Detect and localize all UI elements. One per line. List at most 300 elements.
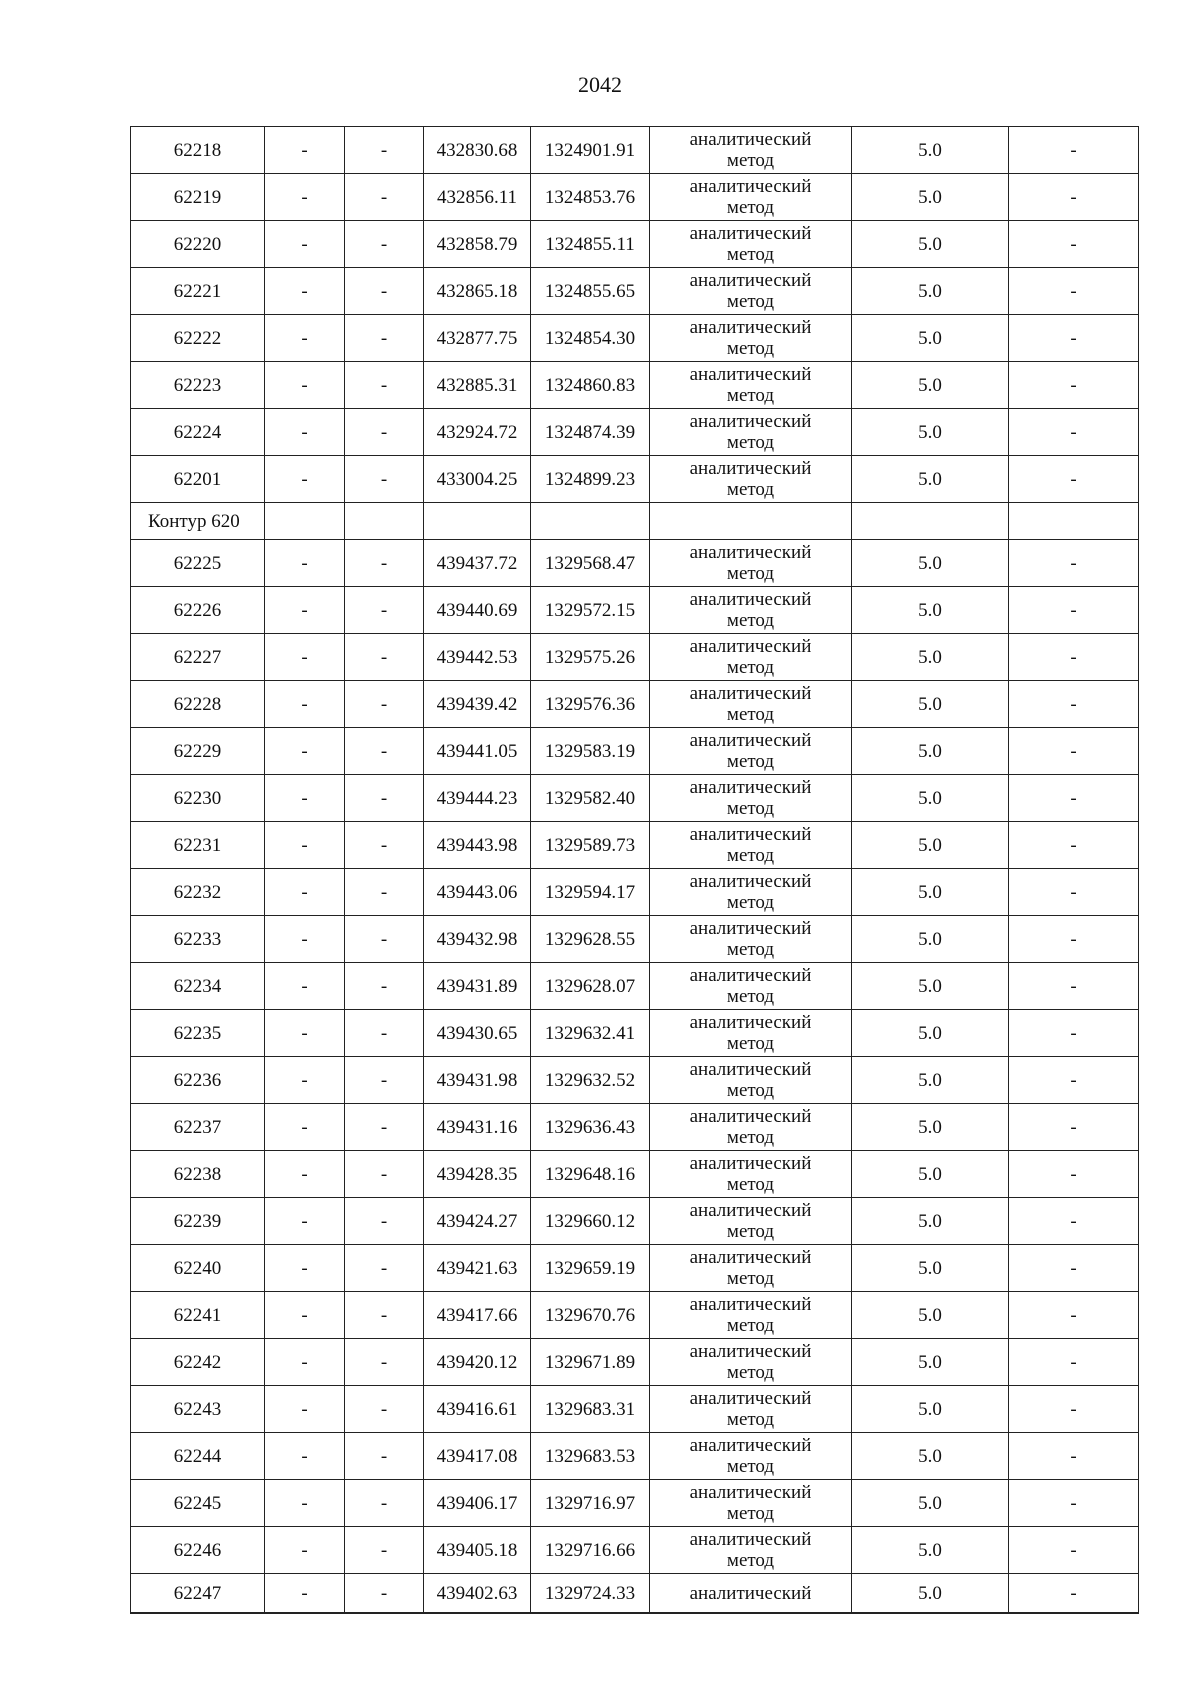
empty-dash-cell: - [1009,728,1139,775]
table-row [131,268,1139,315]
table-row [131,681,1139,728]
method-line-2: метод [726,479,775,500]
empty-dash-cell: - [265,1245,345,1292]
accuracy-cell: 5.0 [852,1010,1009,1057]
method-line-2: метод [726,1362,775,1383]
method-line-2: метод [726,1456,775,1477]
empty-dash-cell: - [1009,362,1139,409]
x-coordinate-cell: 439417.08 [424,1433,531,1480]
method-line-1: аналитический [689,176,812,197]
empty-dash-cell: - [265,1527,345,1574]
point-number-cell: 62231 [131,822,265,869]
table-row [131,1198,1139,1245]
y-coordinate-cell: 1324855.65 [531,268,650,315]
table-row [131,315,1139,362]
y-coordinate-cell: 1324854.30 [531,315,650,362]
accuracy-cell: 5.0 [852,1527,1009,1574]
point-number-cell: 62223 [131,362,265,409]
table-row [131,1151,1139,1198]
empty-dash-cell: - [265,315,345,362]
empty-dash-cell: - [1009,1057,1139,1104]
page-number: 2042 [578,72,622,97]
method-line-1: аналитический [689,223,812,244]
method-line-2: метод [726,845,775,866]
empty-dash-cell: - [1009,174,1139,221]
x-coordinate-cell: 439440.69 [424,587,531,634]
empty-dash-cell: - [345,587,424,634]
x-coordinate-cell: 432865.18 [424,268,531,315]
method-line-1: аналитический [689,542,812,563]
empty-dash-cell: - [345,681,424,728]
empty-dash-cell: - [265,174,345,221]
empty-dash-cell: - [265,1574,345,1614]
empty-dash-cell: - [265,1433,345,1480]
contour-empty-cell [265,503,345,540]
method-line-1: аналитический [689,1582,812,1604]
accuracy-cell: 5.0 [852,1292,1009,1339]
point-number-cell: 62222 [131,315,265,362]
empty-dash-cell: - [345,540,424,587]
point-number-cell: 62229 [131,728,265,775]
point-number-cell: 62237 [131,1104,265,1151]
table-row [131,587,1139,634]
accuracy-cell: 5.0 [852,916,1009,963]
empty-dash-cell: - [345,1574,424,1614]
method-line-2: метод [726,798,775,819]
y-coordinate-cell: 1329628.55 [531,916,650,963]
method-line-2: метод [726,1550,775,1571]
accuracy-cell: 5.0 [852,1574,1009,1614]
empty-dash-cell: - [345,916,424,963]
empty-dash-cell: - [345,1480,424,1527]
accuracy-cell: 5.0 [852,822,1009,869]
x-coordinate-cell: 439431.16 [424,1104,531,1151]
method-line-1: аналитический [689,317,812,338]
accuracy-cell: 5.0 [852,1386,1009,1433]
point-number-cell: 62242 [131,1339,265,1386]
x-coordinate-cell: 439442.53 [424,634,531,681]
y-coordinate-cell: 1329683.53 [531,1433,650,1480]
contour-label: Контур 620 [131,503,265,540]
x-coordinate-cell: 439416.61 [424,1386,531,1433]
empty-dash-cell: - [265,1057,345,1104]
empty-dash-cell: - [1009,1527,1139,1574]
empty-dash-cell: - [345,1104,424,1151]
method-cell [650,1010,852,1057]
method-line-1: аналитический [689,364,812,385]
empty-dash-cell: - [265,1292,345,1339]
method-line-2: метод [726,1409,775,1430]
empty-dash-cell: - [345,1010,424,1057]
empty-dash-cell: - [345,1198,424,1245]
point-number-cell: 62232 [131,869,265,916]
x-coordinate-cell: 439424.27 [424,1198,531,1245]
y-coordinate-cell: 1329716.97 [531,1480,650,1527]
method-line-2: метод [726,939,775,960]
x-coordinate-cell: 439417.66 [424,1292,531,1339]
contour-empty-cell [424,503,531,540]
accuracy-cell: 5.0 [852,221,1009,268]
accuracy-cell: 5.0 [852,1433,1009,1480]
method-cell [650,1574,852,1614]
table-row [131,728,1139,775]
empty-dash-cell: - [1009,315,1139,362]
empty-dash-cell: - [345,1527,424,1574]
method-line-1: аналитический [689,683,812,704]
x-coordinate-cell: 439431.98 [424,1057,531,1104]
method-line-1: аналитический [689,1200,812,1221]
accuracy-cell: 5.0 [852,127,1009,174]
empty-dash-cell: - [345,221,424,268]
contour-empty-cell [852,503,1009,540]
y-coordinate-cell: 1329628.07 [531,963,650,1010]
empty-dash-cell: - [1009,1339,1139,1386]
method-cell [650,822,852,869]
method-line-1: аналитический [689,270,812,291]
empty-dash-cell: - [265,268,345,315]
empty-dash-cell: - [345,634,424,681]
y-coordinate-cell: 1329660.12 [531,1198,650,1245]
table-row [131,221,1139,268]
point-number-cell: 62221 [131,268,265,315]
x-coordinate-cell: 439406.17 [424,1480,531,1527]
point-number-cell: 62234 [131,963,265,1010]
accuracy-cell: 5.0 [852,315,1009,362]
table-row [131,869,1139,916]
table-row [131,822,1139,869]
table-row [131,1574,1139,1614]
empty-dash-cell: - [345,1433,424,1480]
method-cell [650,174,852,221]
method-line-2: метод [726,1221,775,1242]
empty-dash-cell: - [1009,1433,1139,1480]
accuracy-cell: 5.0 [852,728,1009,775]
contour-empty-cell [345,503,424,540]
empty-dash-cell: - [345,822,424,869]
y-coordinate-cell: 1329632.41 [531,1010,650,1057]
empty-dash-cell: - [1009,1104,1139,1151]
x-coordinate-cell: 439439.42 [424,681,531,728]
empty-dash-cell: - [1009,1245,1139,1292]
method-line-2: метод [726,385,775,406]
method-line-2: метод [726,563,775,584]
empty-dash-cell: - [1009,1151,1139,1198]
method-line-1: аналитический [689,1341,812,1362]
table-row [131,1104,1139,1151]
point-number-cell: 62236 [131,1057,265,1104]
empty-dash-cell: - [265,1386,345,1433]
table-row [131,127,1139,174]
point-number-cell: 62243 [131,1386,265,1433]
point-number-cell: 62233 [131,916,265,963]
accuracy-cell: 5.0 [852,362,1009,409]
accuracy-cell: 5.0 [852,409,1009,456]
point-number-cell: 62247 [131,1574,265,1614]
method-line-1: аналитический [689,777,812,798]
method-cell [650,869,852,916]
method-line-2: метод [726,610,775,631]
method-cell [650,634,852,681]
empty-dash-cell: - [345,315,424,362]
x-coordinate-cell: 439444.23 [424,775,531,822]
point-number-cell: 62241 [131,1292,265,1339]
empty-dash-cell: - [265,221,345,268]
y-coordinate-cell: 1329575.26 [531,634,650,681]
x-coordinate-cell: 439443.98 [424,822,531,869]
method-line-2: метод [726,1503,775,1524]
method-cell [650,1198,852,1245]
table-row [131,540,1139,587]
method-cell [650,1433,852,1480]
x-coordinate-cell: 433004.25 [424,456,531,503]
method-cell [650,1480,852,1527]
method-line-1: аналитический [689,1435,812,1456]
accuracy-cell: 5.0 [852,1198,1009,1245]
x-coordinate-cell: 432858.79 [424,221,531,268]
method-line-2: метод [726,751,775,772]
method-line-1: аналитический [689,1247,812,1268]
method-cell [650,1104,852,1151]
contour-header-row [131,503,1139,540]
empty-dash-cell: - [345,869,424,916]
y-coordinate-cell: 1329589.73 [531,822,650,869]
contour-empty-cell [531,503,650,540]
y-coordinate-cell: 1324855.11 [531,221,650,268]
method-cell [650,963,852,1010]
y-coordinate-cell: 1329576.36 [531,681,650,728]
method-line-1: аналитический [689,871,812,892]
empty-dash-cell: - [345,1339,424,1386]
method-cell [650,775,852,822]
table-row [131,1480,1139,1527]
method-cell [650,268,852,315]
table-row [131,1010,1139,1057]
y-coordinate-cell: 1329636.43 [531,1104,650,1151]
empty-dash-cell: - [265,1151,345,1198]
point-number-cell: 62235 [131,1010,265,1057]
method-line-1: аналитический [689,1012,812,1033]
y-coordinate-cell: 1329648.16 [531,1151,650,1198]
empty-dash-cell: - [265,1480,345,1527]
x-coordinate-cell: 432885.31 [424,362,531,409]
accuracy-cell: 5.0 [852,1104,1009,1151]
method-line-1: аналитический [689,636,812,657]
accuracy-cell: 5.0 [852,963,1009,1010]
table-row [131,1292,1139,1339]
y-coordinate-cell: 1324874.39 [531,409,650,456]
y-coordinate-cell: 1329716.66 [531,1527,650,1574]
method-cell [650,587,852,634]
y-coordinate-cell: 1329659.19 [531,1245,650,1292]
method-line-1: аналитический [689,1482,812,1503]
point-number-cell: 62245 [131,1480,265,1527]
x-coordinate-cell: 439443.06 [424,869,531,916]
empty-dash-cell: - [265,1339,345,1386]
method-line-1: аналитический [689,589,812,610]
point-number-cell: 62244 [131,1433,265,1480]
table-row [131,775,1139,822]
empty-dash-cell: - [345,963,424,1010]
empty-dash-cell: - [1009,963,1139,1010]
point-number-cell: 62201 [131,456,265,503]
point-number-cell: 62225 [131,540,265,587]
table-row [131,916,1139,963]
method-line-1: аналитический [689,1529,812,1550]
method-line-2: метод [726,1127,775,1148]
table-row [131,963,1139,1010]
x-coordinate-cell: 439430.65 [424,1010,531,1057]
method-line-1: аналитический [689,458,812,479]
method-line-1: аналитический [689,411,812,432]
method-line-1: аналитический [689,1388,812,1409]
y-coordinate-cell: 1329683.31 [531,1386,650,1433]
method-cell [650,1057,852,1104]
point-number-cell: 62224 [131,409,265,456]
contour-empty-cell [650,503,852,540]
y-coordinate-cell: 1324899.23 [531,456,650,503]
accuracy-cell: 5.0 [852,456,1009,503]
empty-dash-cell: - [265,1104,345,1151]
empty-dash-cell: - [345,1057,424,1104]
empty-dash-cell: - [345,1151,424,1198]
point-number-cell: 62220 [131,221,265,268]
method-line-2: метод [726,657,775,678]
empty-dash-cell: - [1009,681,1139,728]
accuracy-cell: 5.0 [852,775,1009,822]
empty-dash-cell: - [1009,634,1139,681]
method-cell [650,540,852,587]
method-line-1: аналитический [689,1294,812,1315]
empty-dash-cell: - [265,127,345,174]
empty-dash-cell: - [265,362,345,409]
point-number-cell: 62226 [131,587,265,634]
accuracy-cell: 5.0 [852,1339,1009,1386]
method-line-2: метод [726,244,775,265]
method-line-1: аналитический [689,129,812,150]
empty-dash-cell: - [345,728,424,775]
y-coordinate-cell: 1324860.83 [531,362,650,409]
method-cell [650,681,852,728]
table-row [131,1433,1139,1480]
point-number-cell: 62238 [131,1151,265,1198]
method-line-2: метод [726,338,775,359]
empty-dash-cell: - [345,362,424,409]
y-coordinate-cell: 1329583.19 [531,728,650,775]
y-coordinate-cell: 1324853.76 [531,174,650,221]
method-cell [650,728,852,775]
point-number-cell: 62219 [131,174,265,221]
method-cell [650,456,852,503]
accuracy-cell: 5.0 [852,540,1009,587]
x-coordinate-cell: 432830.68 [424,127,531,174]
method-line-1: аналитический [689,1106,812,1127]
x-coordinate-cell: 439421.63 [424,1245,531,1292]
method-cell [650,1151,852,1198]
empty-dash-cell: - [1009,587,1139,634]
empty-dash-cell: - [345,1245,424,1292]
y-coordinate-cell: 1329568.47 [531,540,650,587]
coordinates-table [130,126,1139,1614]
method-line-2: метод [726,291,775,312]
method-line-1: аналитический [689,730,812,751]
accuracy-cell: 5.0 [852,587,1009,634]
empty-dash-cell: - [1009,1480,1139,1527]
empty-dash-cell: - [265,728,345,775]
empty-dash-cell: - [265,540,345,587]
method-cell [650,916,852,963]
empty-dash-cell: - [265,869,345,916]
x-coordinate-cell: 439441.05 [424,728,531,775]
x-coordinate-cell: 439402.63 [424,1574,531,1614]
table-row [131,1339,1139,1386]
empty-dash-cell: - [345,268,424,315]
y-coordinate-cell: 1329671.89 [531,1339,650,1386]
table-row [131,1386,1139,1433]
table-row [131,634,1139,681]
accuracy-cell: 5.0 [852,634,1009,681]
empty-dash-cell: - [345,456,424,503]
empty-dash-cell: - [1009,540,1139,587]
empty-dash-cell: - [1009,456,1139,503]
empty-dash-cell: - [265,456,345,503]
method-cell [650,127,852,174]
empty-dash-cell: - [1009,1574,1139,1614]
empty-dash-cell: - [265,634,345,681]
point-number-cell: 62228 [131,681,265,728]
table-row [131,1245,1139,1292]
x-coordinate-cell: 432924.72 [424,409,531,456]
empty-dash-cell: - [345,775,424,822]
point-number-cell: 62230 [131,775,265,822]
table-row [131,1527,1139,1574]
method-line-2: метод [726,1080,775,1101]
x-coordinate-cell: 432856.11 [424,174,531,221]
empty-dash-cell: - [1009,127,1139,174]
method-line-2: метод [726,704,775,725]
accuracy-cell: 5.0 [852,1057,1009,1104]
y-coordinate-cell: 1329594.17 [531,869,650,916]
y-coordinate-cell: 1329724.33 [531,1574,650,1614]
point-number-cell: 62239 [131,1198,265,1245]
y-coordinate-cell: 1329632.52 [531,1057,650,1104]
x-coordinate-cell: 439432.98 [424,916,531,963]
y-coordinate-cell: 1329572.15 [531,587,650,634]
empty-dash-cell: - [265,1198,345,1245]
method-cell [650,1245,852,1292]
x-coordinate-cell: 439437.72 [424,540,531,587]
point-number-cell: 62227 [131,634,265,681]
method-cell [650,221,852,268]
empty-dash-cell: - [345,409,424,456]
method-line-2: метод [726,986,775,1007]
empty-dash-cell: - [265,1010,345,1057]
empty-dash-cell: - [1009,1386,1139,1433]
empty-dash-cell: - [265,681,345,728]
y-coordinate-cell: 1329582.40 [531,775,650,822]
table-row [131,409,1139,456]
method-line-2: метод [726,432,775,453]
empty-dash-cell: - [1009,1198,1139,1245]
method-cell [650,1339,852,1386]
accuracy-cell: 5.0 [852,1480,1009,1527]
table-row [131,174,1139,221]
empty-dash-cell: - [265,409,345,456]
method-line-2: метод [726,892,775,913]
empty-dash-cell: - [1009,822,1139,869]
empty-dash-cell: - [265,916,345,963]
empty-dash-cell: - [265,775,345,822]
method-line-2: метод [726,197,775,218]
